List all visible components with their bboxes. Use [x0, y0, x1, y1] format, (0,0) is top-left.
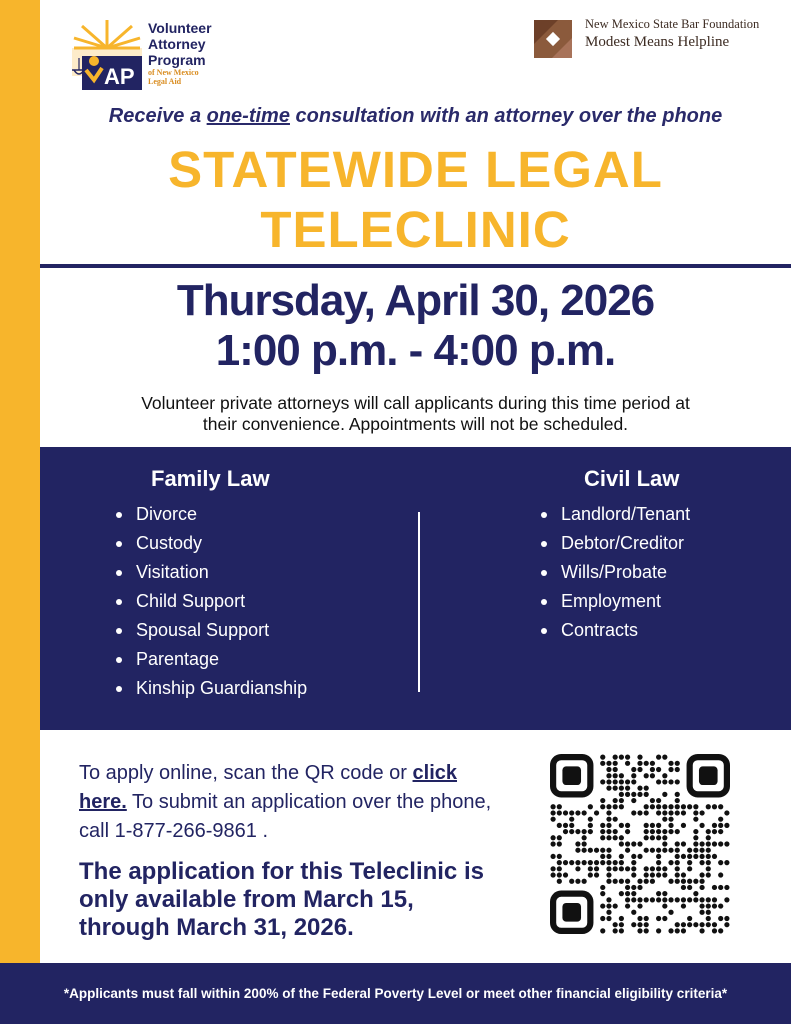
vap-name-line: Attorney [148, 36, 206, 52]
list-item: Debtor/Creditor [537, 529, 690, 558]
civil-law-list [537, 500, 690, 645]
foundation-name: New Mexico State Bar Foundation [585, 17, 760, 31]
list-item: Divorce [112, 500, 307, 529]
vap-sub-line: Legal Aid [148, 77, 182, 86]
eligibility-footer: *Applicants must fall within 200% of the Federal Poverty Level or meet other financial eligibility criteria* [0, 963, 791, 1024]
list-item: Child Support [112, 587, 307, 616]
left-accent-bar [0, 0, 40, 963]
title-line: STATEWIDE LEGAL [168, 141, 663, 198]
vap-sub-line: of New Mexico [148, 68, 199, 77]
list-item: Landlord/Tenant [537, 500, 690, 529]
list-item: Spousal Support [112, 616, 307, 645]
availability-notice: The application for this Teleclinic is only available from March 15, through March 31, 2026. [79, 858, 484, 941]
vap-name [148, 20, 212, 86]
title-line: TELECLINIC [260, 201, 571, 258]
family-law-list [112, 500, 307, 703]
event-date: Thursday, April 30, 2026 [176, 276, 655, 325]
vap-monogram: AP [104, 64, 135, 89]
tagline: Receive a one-time consultation with an attorney over the phone [108, 105, 723, 127]
family-law-heading: Family Law [151, 466, 270, 491]
list-item: Visitation [112, 558, 307, 587]
vap-name-line: Program [148, 52, 206, 68]
event-time: 1:00 p.m. - 4:00 p.m. [215, 326, 616, 375]
apply-instructions: To apply online, scan the QR code or click here. To submit an application over the phone, call 1-877-266-9861 . [79, 762, 492, 842]
foundation-logo-icon [528, 14, 578, 64]
list-item: Contracts [537, 616, 690, 645]
qr-code-icon[interactable] [550, 754, 730, 934]
list-item: Custody [112, 529, 307, 558]
event-datetime [40, 276, 791, 376]
foundation-helpline: Modest Means Helpline [585, 34, 730, 50]
vap-name-line: Volunteer [148, 20, 212, 36]
column-divider [418, 512, 420, 692]
foundation-text [585, 17, 759, 51]
list-item: Kinship Guardianship [112, 674, 307, 703]
event-note: Volunteer private attorneys will call applicants during this time period at their convenience. Appointments will not be scheduled. [141, 393, 690, 434]
title-rule [40, 264, 791, 268]
law-areas-panel [40, 447, 791, 730]
civil-law-heading: Civil Law [584, 466, 680, 491]
list-item: Employment [537, 587, 690, 616]
tagline-emphasis: one-time [206, 105, 290, 127]
list-item: Parentage [112, 645, 307, 674]
page-title [40, 140, 791, 260]
apply-link[interactable]: click here. [79, 762, 458, 813]
list-item: Wills/Probate [537, 558, 690, 587]
